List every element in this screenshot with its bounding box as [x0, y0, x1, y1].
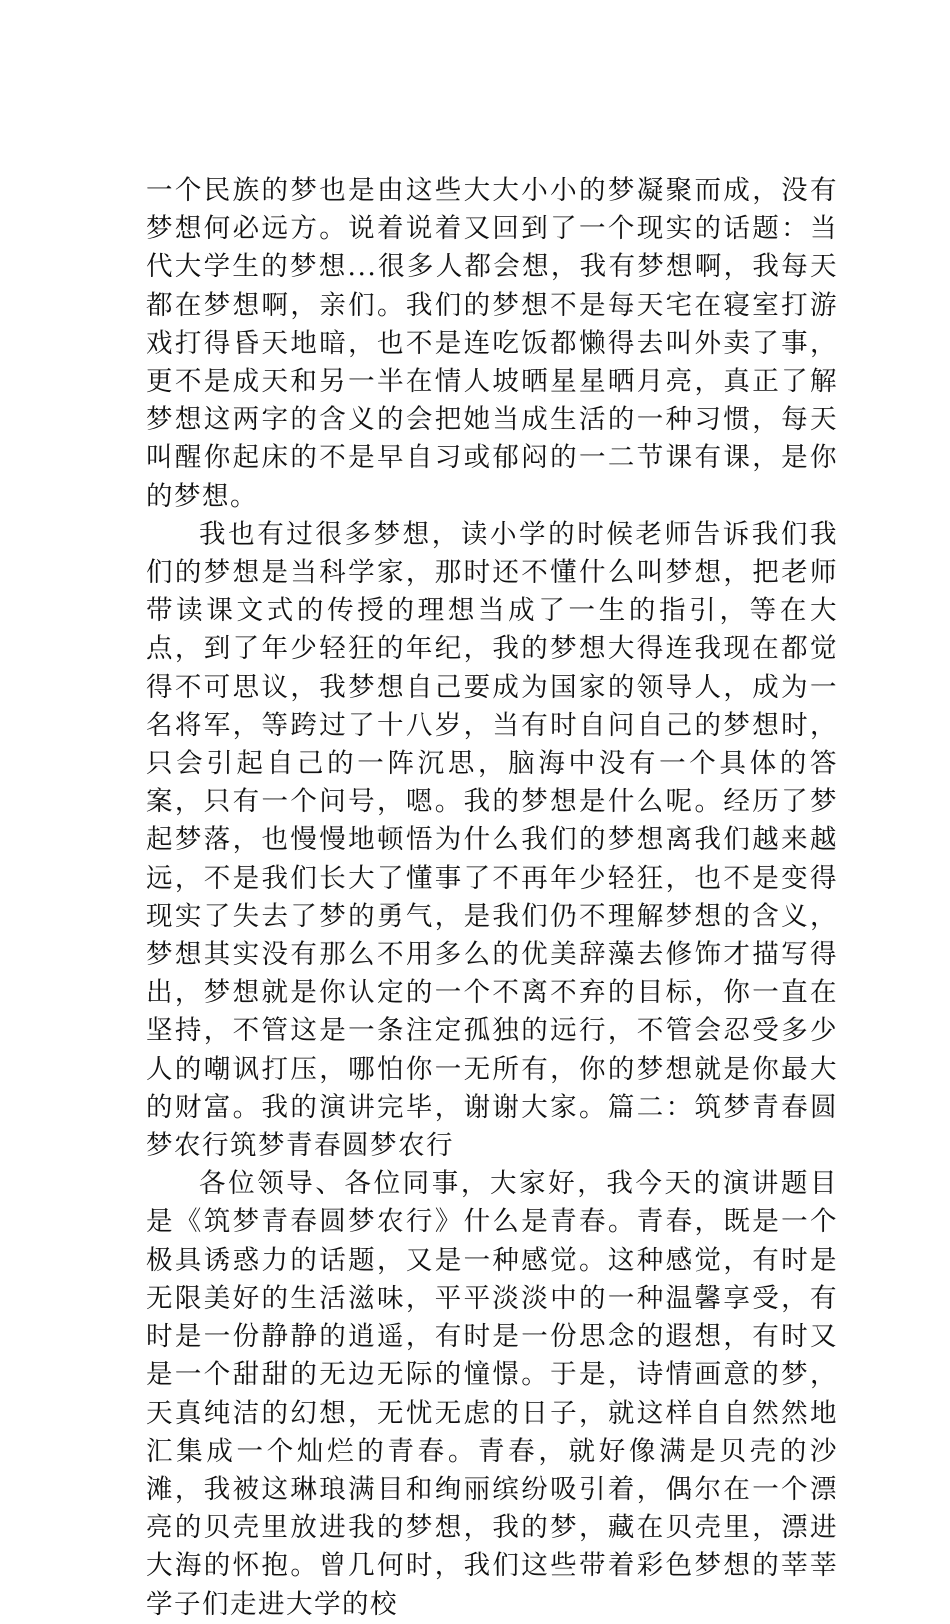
document-body: [146, 172, 838, 1624]
paragraph-2: 我也有过很多梦想，读小学的时候老师告诉我们我们的梦想是当科学家，那时还不懂什么叫梦想，把老师带读课文式的传授的理想当成了一生的指引，等在大点，到了年少轻狂的年纪，我的梦想大得连我现在都觉得不可思议，我梦想自己要成为国家的领导人，成为一名将军，等跨过了十八岁，当有时自问自己的梦想时，只会引起自己的一阵沉思，脑海中没有一个具体的答案，只有一个问号，嗯。我的梦想是什么呢。经历了梦起梦落，也慢慢地顿悟为什么我们的梦想离我们越来越远，不是我们长大了懂事了不再年少轻狂，也不是变得现实了失去了梦的勇气，是我们仍不理解梦想的含义，梦想其实没有那么不用多么的优美辞藻去修饰才描写得出，梦想就是你认定的一个不离不弃的目标，你一直在坚持，不管这是一条注定孤独的远行，不管会忍受多少人的嘲讽打压，哪怕你一无所有，你的梦想就是你最大的财富。我的演讲完毕，谢谢大家。篇二：筑梦青春圆梦农行筑梦青春圆梦农行: [146, 518, 838, 1162]
paragraph-3: 各位领导、各位同事，大家好，我今天的演讲题目是《筑梦青春圆梦农行》什么是青春。青春，既是一个极具诱惑力的话题，又是一种感觉。这种感觉，有时是无限美好的生活滋味，平平淡淡中的一种温馨享受，有时是一份静静的逍遥，有时是一份思念的遐想，有时又是一个甜甜的无边无际的憧憬。于是，诗情画意的梦，天真纯洁的幻想，无忧无虑的日子，就这样自自然然地汇集成一个灿烂的青春。青春，就好像满是贝壳的沙滩，我被这琳琅满目和绚丽缤纷吸引着，偶尔在一个漂亮的贝壳里放进我的梦想，我的梦，藏在贝壳里，漂进大海的怀抱。曾几何时，我们这些带着彩色梦想的莘莘学子们走进大学的校: [146, 1168, 838, 1620]
paragraph-1: 一个民族的梦也是由这些大大小小的梦凝聚而成，没有梦想何必远方。说着说着又回到了一个现实的话题：当代大学生的梦想...很多人都会想，我有梦想啊，我每天都在梦想啊，亲们。我们的梦想不是每天宅在寝室打游戏打得昏天地暗，也不是连吃饭都懒得去叫外卖了事，更不是成天和另一半在情人坡晒星星晒月亮，真正了解梦想这两字的含义的会把她当成生活的一种习惯，每天叫醒你起床的不是早自习或郁闷的一二节课有课，是你的梦想。: [146, 175, 838, 512]
